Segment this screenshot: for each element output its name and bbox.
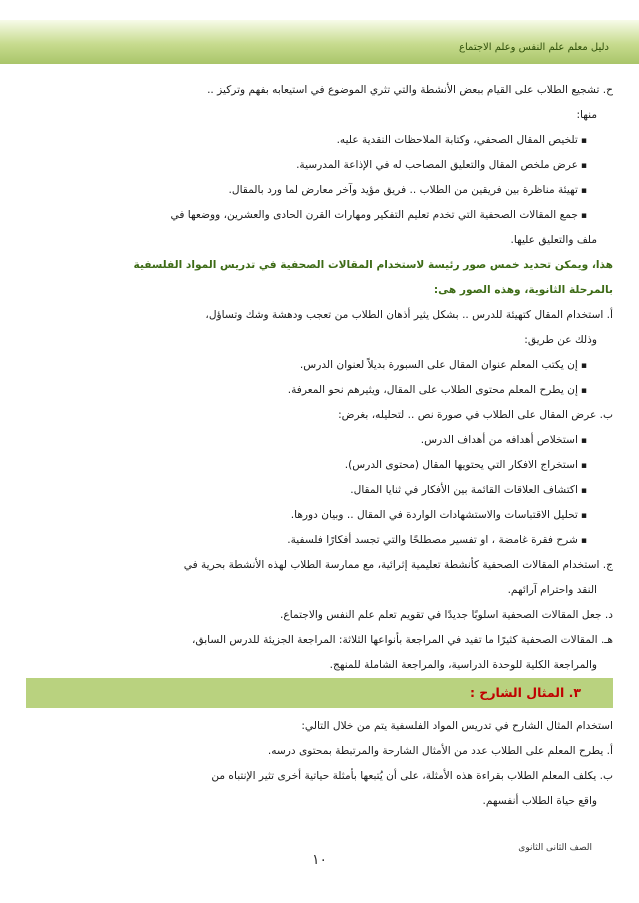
paragraph-line: هـ. المقالات الصحفية كثيرًا ما تفيد في المراجعة بأنواعها الثلاثة: المراجعة الجزيئة للدرس السابق،: [191, 634, 613, 646]
bullet-item: ▪ جمع المقالات الصحفية التي تخدم تعليم التفكير ومهارات القرن الحادى والعشرين، ووضعها في: [26, 203, 613, 228]
bullet-item: ▪ استخراج الافكار التي يحتويها المقال (محتوى الدرس).: [26, 453, 613, 478]
paragraph-line: أ. استخدام المقال كتهيئة للدرس .. بشكل يثير أذهان الطلاب من تعجب ودهشة وشك وتساؤل،: [205, 309, 613, 321]
paragraph-line: أ. يطرح المعلم على الطلاب عدد من الأمثال الشارحة والمرتبطة بمحتوى درسه.: [267, 745, 613, 757]
header-band: [0, 20, 639, 64]
section-heading-bar: [26, 678, 613, 708]
bullet-item: ▪ إن يكتب المعلم عنوان المقال على السبورة بديلاً لعنوان الدرس.: [26, 353, 613, 378]
paragraph-line: ملف والتعليق عليها.: [510, 234, 597, 246]
paragraph-line: ج. استخدام المقالات الصحفية كأنشطة تعليمية إثرائية، مع ممارسة الطلاب لهذه الأنشطة بحرية في: [183, 559, 613, 571]
paragraph-line: ح. تشجيع الطلاب على القيام ببعض الأنشطة والتي تثري الموضوع في استيعابه بفهم وتركيز ..: [207, 84, 613, 96]
paragraph-line: وذلك عن طريق:: [524, 334, 597, 346]
paragraph-line: النقد واحترام آرائهم.: [507, 584, 597, 596]
header-title: دليل معلم علم النفس وعلم الاجتماع: [459, 42, 609, 53]
bullet-item: ▪ شرح فقرة غامضة ، او تفسير مصطلحًا والتي تجسد أفكارًا فلسفية.: [26, 528, 613, 553]
main-content: [26, 78, 613, 678]
paragraph-line: واقع حياة الطلاب أنفسهم.: [482, 795, 597, 807]
paragraph-line: استخدام المثال الشارح في تدريس المواد الفلسفية يتم من خلال التالي:: [301, 720, 613, 732]
section-title: ٣. المثال الشارح :: [469, 685, 581, 700]
footer-grade: الصف الثانى الثانوى: [518, 843, 592, 853]
paragraph-line: ب. يكلف المعلم الطلاب بقراءة هذه الأمثلة، على أن يُتبعها بأمثلة حياتية أخرى تثير الإنتباه من: [211, 770, 613, 782]
bullet-item: ▪ عرض ملخص المقال والتعليق المصاحب له في الإذاعة المدرسية.: [26, 153, 613, 178]
section-content: [26, 714, 613, 814]
paragraph-line: منها:: [576, 109, 597, 121]
paragraph-line: ب. عرض المقال على الطلاب في صورة نص .. لتحليله، بغرض:: [338, 409, 613, 421]
bullet-item: ▪ تلخيص المقال الصحفي، وكتابة الملاحظات النقدية عليه.: [26, 128, 613, 153]
bullet-item: ▪ تحليل الاقتباسات والاستشهادات الواردة في المقال .. وبيان دورها.: [26, 503, 613, 528]
paragraph-line: د. جعل المقالات الصحفية اسلوبًا جديدًا في تقويم تعلم علم النفس والاجتماع.: [280, 609, 613, 621]
highlight-heading: هذا، ويمكن تحديد خمس صور رئيسة لاستخدام المقالات الصحفية في تدريس المواد الفلسفية: [133, 259, 613, 271]
bullet-item: ▪ تهيئة مناظرة بين فريقين من الطلاب .. فريق مؤيد وآخر معارض لما ورد بالمقال.: [26, 178, 613, 203]
bullet-item: ▪ إن يطرح المعلم محتوى الطلاب على المقال، ويثيرهم نحو المعرفة.: [26, 378, 613, 403]
bullet-item: ▪ اكتشاف العلاقات القائمة بين الأفكار في ثنايا المقال.: [26, 478, 613, 503]
paragraph-line: والمراجعة الكلية للوحدة الدراسية، والمراجعة الشاملة للمنهج.: [329, 659, 597, 671]
bullet-item: ▪ استخلاص أهدافه من أهداف الدرس.: [26, 428, 613, 453]
page-number: ١٠: [311, 852, 328, 868]
highlight-heading: بالمرحلة الثانوية، وهذه الصور هى:: [433, 284, 613, 296]
